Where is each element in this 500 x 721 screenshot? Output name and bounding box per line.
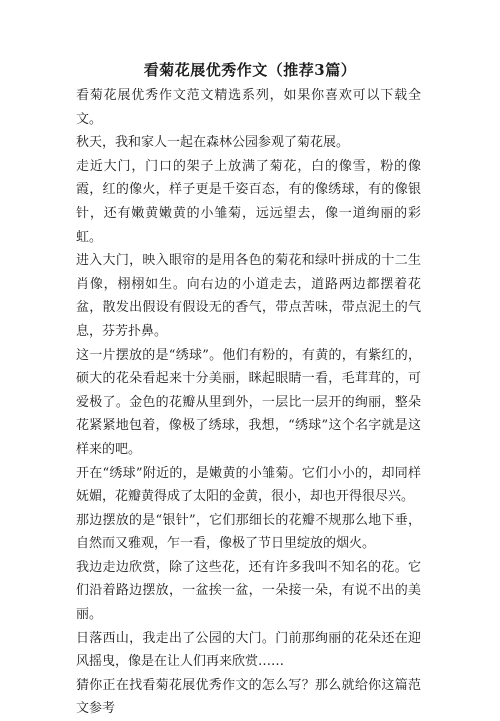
paragraph: 走近大门，门口的架子上放满了菊花，白的像雪，粉的像霞，红的像火，样子更是千姿百态，有的像绣球，有的像银针，还有嫩黄嫩黄的小雏菊，远远望去，像一道绚丽的彩虹。 bbox=[76, 158, 421, 245]
paragraph: 秋天，我和家人一起在森林公园参观了菊花展。 bbox=[76, 135, 350, 151]
article-body bbox=[76, 84, 421, 721]
paragraph-outro: 猜你正在找看菊花展优秀作文的怎么写？那么就给你这篇范文参考 bbox=[76, 677, 421, 717]
paragraph: 进入大门，映入眼帘的是用各色的菊花和绿叶拼成的十二生肖像，栩栩如生。向右边的小道走去，道路两边都摆着花盆，散发出假设有假设无的香气，带点苦味，带点泥土的气息，芬芳扑鼻。 bbox=[76, 253, 421, 339]
paragraph: 我边走边欣赏，除了这些花，还有许多我叫不知名的花。它们沿着路边摆放，一盆挨一盆，一朵接一朵，有说不出的美丽。 bbox=[76, 559, 421, 623]
paragraph: 那边摆放的是“银针”，它们那细长的花瓣不规那么地下垂，自然而又雅观，乍一看，像极了节日里绽放的烟火。 bbox=[76, 512, 421, 552]
paragraph: 这一片摆放的是“绣球”。他们有粉的，有黄的，有紫红的，硕大的花朵看起来十分美丽，眯起眼睛一看，毛茸茸的，可爱极了。金色的花瓣从里到外，一层比一层开的绚丽，整朵花紧紧地包着，像极了绣球，我想，“绣球”这个名字就是这样来的吧。 bbox=[76, 347, 421, 457]
paragraph-intro: 看菊花展优秀作文范文精选系列，如果你喜欢可以下载全文。 bbox=[76, 88, 421, 127]
document-title: 看菊花展优秀作文（推荐3篇） bbox=[143, 61, 357, 79]
paragraph: 开在“绣球”附近的，是嫩黄的小雏菊。它们小小的，却同样妩媚，花瓣黄得成了太阳的金黄，很小，却也开得很尽兴。 bbox=[76, 465, 421, 505]
paragraph: 日落西山，我走出了公园的大门。门前那绚丽的花朵还在迎风摇曳，像是在让人们再来欣赏…… bbox=[76, 630, 421, 670]
